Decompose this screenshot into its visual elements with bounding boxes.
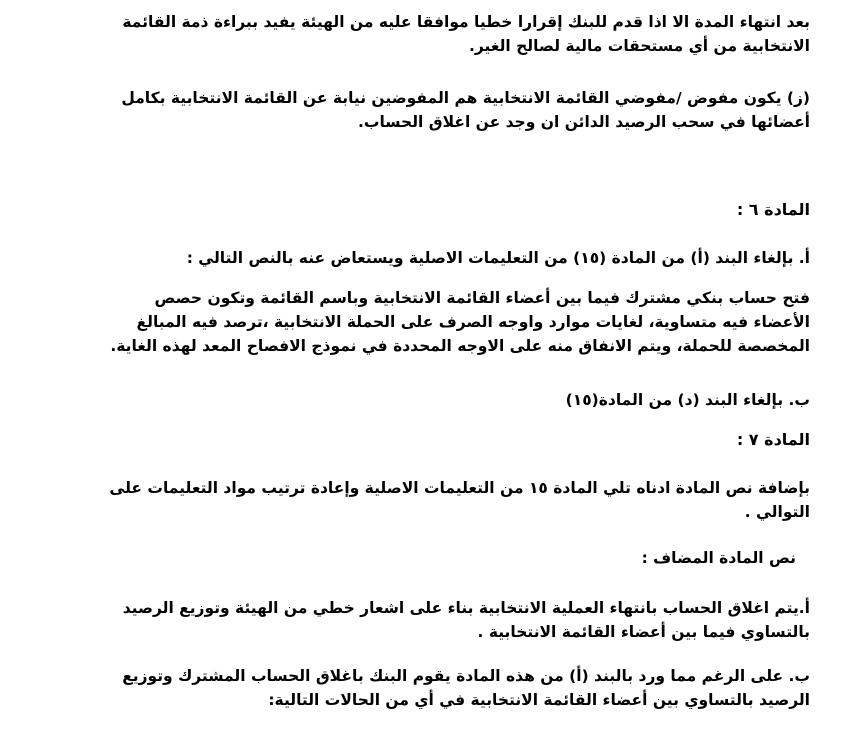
text-line: أعضائها في سحب الرصيد الدائن ان وجد عن اغلاق الحساب. (357, 113, 810, 131)
added-article-label: نص المادة المضاف : (641, 549, 796, 567)
text-line: بعد انتهاء المدة الا اذا قدم للبنك إقرارا خطيا موافقا عليه من الهيئة يفيد ببراءة ذمة القائمة (122, 13, 810, 31)
text-line: التوالي . (744, 503, 810, 521)
text-line: المخصصة للحملة، ويتم الانفاق منه على الاوجه المحددة في نموذج الافصاح المعد لهذه الغاية. (110, 337, 810, 355)
article-7-heading: المادة ٧ : (736, 430, 810, 449)
clause-z (40, 86, 810, 134)
text-line: فتح حساب بنكي مشترك فيما بين أعضاء القائمة الانتخابية وباسم القائمة وتكون حصص (154, 289, 810, 307)
added-item-a (40, 596, 810, 644)
text-line: ب. على الرغم مما ورد بالبند (أ) من هذه المادة يقوم البنك باغلاق الحساب المشترك وتوزيع (122, 667, 810, 685)
article-7-text (40, 476, 810, 524)
text-line: بإضافة نص المادة ادناه تلي المادة ١٥ من التعليمات الاصلية وإعادة ترتيب مواد التعليمات على (109, 479, 810, 497)
paragraph-top (40, 10, 810, 58)
article-6-heading: المادة ٦ : (736, 200, 810, 219)
article-6-item-b: ب. بإلغاء البند (د) من المادة(١٥) (565, 391, 810, 409)
text-line: أ.يتم اغلاق الحساب بانتهاء العملية الانتخابية بناء على اشعار خطي من الهيئة وتوزيع الرصيد (122, 599, 810, 617)
text-line: الأعضاء فيه متساوية، لغايات موارد واوجه الصرف على الحملة الانتخابية ،ترصد فيه المبالغ (136, 313, 810, 331)
text-line: بالتساوي فيما بين أعضاء القائمة الانتخابية . (477, 623, 810, 641)
text-line: (ز) يكون مفوض /مفوضي القائمة الانتخابية هم المفوضين نيابة عن القائمة الانتخابية بكامل (121, 89, 810, 107)
article-6-item-a: أ. بإلغاء البند (أ) من المادة (١٥) من التعليمات الاصلية ويستعاض عنه بالنص التالي : (186, 249, 810, 267)
text-line: الانتخابية من أي مستحقات مالية لصالح الغير. (468, 37, 810, 55)
added-item-b (40, 664, 810, 712)
text-line: الرصيد بالتساوي بين أعضاء القائمة الانتخابية في أي من الحالات التالية: (268, 691, 810, 709)
article-6-text (40, 286, 810, 358)
